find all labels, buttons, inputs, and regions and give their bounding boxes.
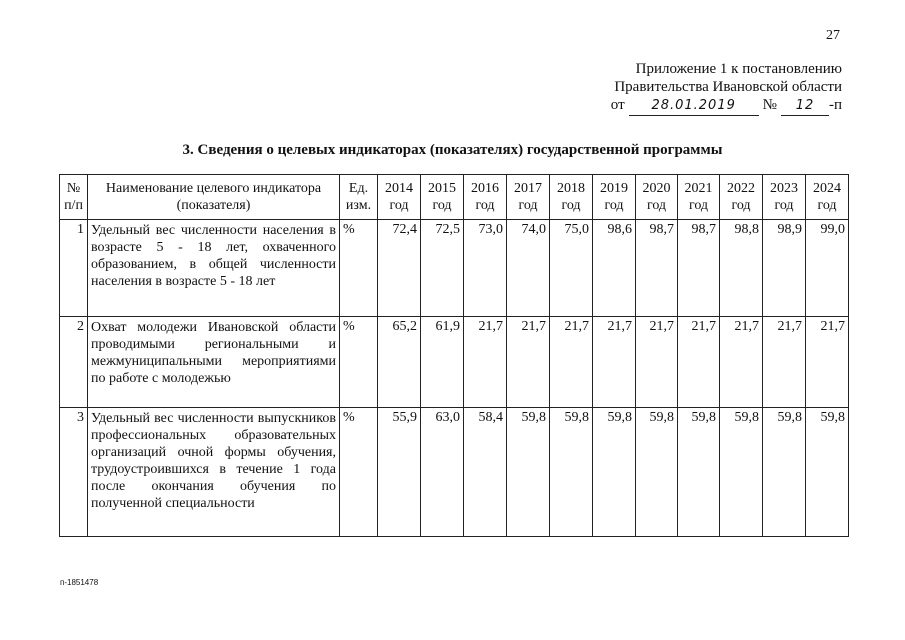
row-value: 59,8 [507,408,550,537]
row-value: 55,9 [378,408,421,537]
number-prefix: № [762,97,777,113]
row-value: 21,7 [720,317,763,408]
row-unit: % [340,408,378,537]
row-value: 98,6 [593,220,636,317]
header-num: № п/п [60,175,88,220]
row-value: 21,7 [550,317,593,408]
row-value: 72,4 [378,220,421,317]
header-year: 2020 год [636,175,678,220]
appendix-line-1: Приложение 1 к постановлению [635,61,842,77]
row-value: 21,7 [806,317,849,408]
row-value: 59,8 [763,408,806,537]
row-value: 21,7 [507,317,550,408]
row-num: 1 [60,220,88,317]
row-unit: % [340,220,378,317]
header-year: 2023 год [763,175,806,220]
header-name: Наименование целевого индикатора (показателя) [88,175,340,220]
header-unit: Ед. изм. [340,175,378,220]
row-value: 98,7 [678,220,720,317]
page-number: 27 [826,28,840,43]
table-row [60,220,849,317]
row-value: 74,0 [507,220,550,317]
table-row [60,408,849,537]
row-value: 99,0 [806,220,849,317]
row-name: Удельный вес численности населения в возрасте 5 - 18 лет, охваченного образованием, в общей численности населения в возрасте 5 - 18 лет [88,220,340,317]
appendix-block [611,60,842,116]
row-value: 21,7 [763,317,806,408]
table-row [60,317,849,408]
row-value: 65,2 [378,317,421,408]
header-year: 2024 год [806,175,849,220]
table-header-row [60,175,849,220]
row-value: 98,9 [763,220,806,317]
appendix-date-line [611,96,842,116]
row-value: 59,8 [806,408,849,537]
header-year: 2021 год [678,175,720,220]
indicators-table [59,174,849,537]
row-value: 58,4 [464,408,507,537]
row-value: 73,0 [464,220,507,317]
row-value: 63,0 [421,408,464,537]
header-year: 2022 год [720,175,763,220]
row-value: 75,0 [550,220,593,317]
row-value: 21,7 [678,317,720,408]
header-year: 2015 год [421,175,464,220]
date-prefix: от [610,97,625,113]
header-year: 2016 год [464,175,507,220]
row-value: 59,8 [593,408,636,537]
appendix-line-2: Правительства Ивановской области [614,79,842,95]
header-year: 2019 год [593,175,636,220]
row-value: 21,7 [464,317,507,408]
row-name: Удельный вес численности выпускников профессиональных образовательных организаций очной формы обучения, трудоустроившихся в течение 1 года после окончания обучения по полученной специальности [88,408,340,537]
handwritten-number: 12 [781,97,829,116]
section-title: 3. Сведения о целевых индикаторах (показателях) государственной программы [182,142,723,158]
row-value: 21,7 [636,317,678,408]
row-value: 59,8 [720,408,763,537]
row-num: 3 [60,408,88,537]
row-value: 98,7 [636,220,678,317]
row-unit: % [340,317,378,408]
row-name: Охват молодежи Ивановской области проводимыми региональными и межмуниципальными мероприятиями по работе с молодежью [88,317,340,408]
row-value: 72,5 [421,220,464,317]
row-value: 59,8 [678,408,720,537]
row-value: 59,8 [636,408,678,537]
row-value: 21,7 [593,317,636,408]
row-num: 2 [60,317,88,408]
row-value: 61,9 [421,317,464,408]
document-code: п-1851478 [60,578,99,587]
row-value: 59,8 [550,408,593,537]
row-value: 98,8 [720,220,763,317]
header-year: 2017 год [507,175,550,220]
number-suffix: -п [828,97,842,113]
header-year: 2014 год [378,175,421,220]
handwritten-date: 28.01.2019 [629,97,759,116]
header-year: 2018 год [550,175,593,220]
